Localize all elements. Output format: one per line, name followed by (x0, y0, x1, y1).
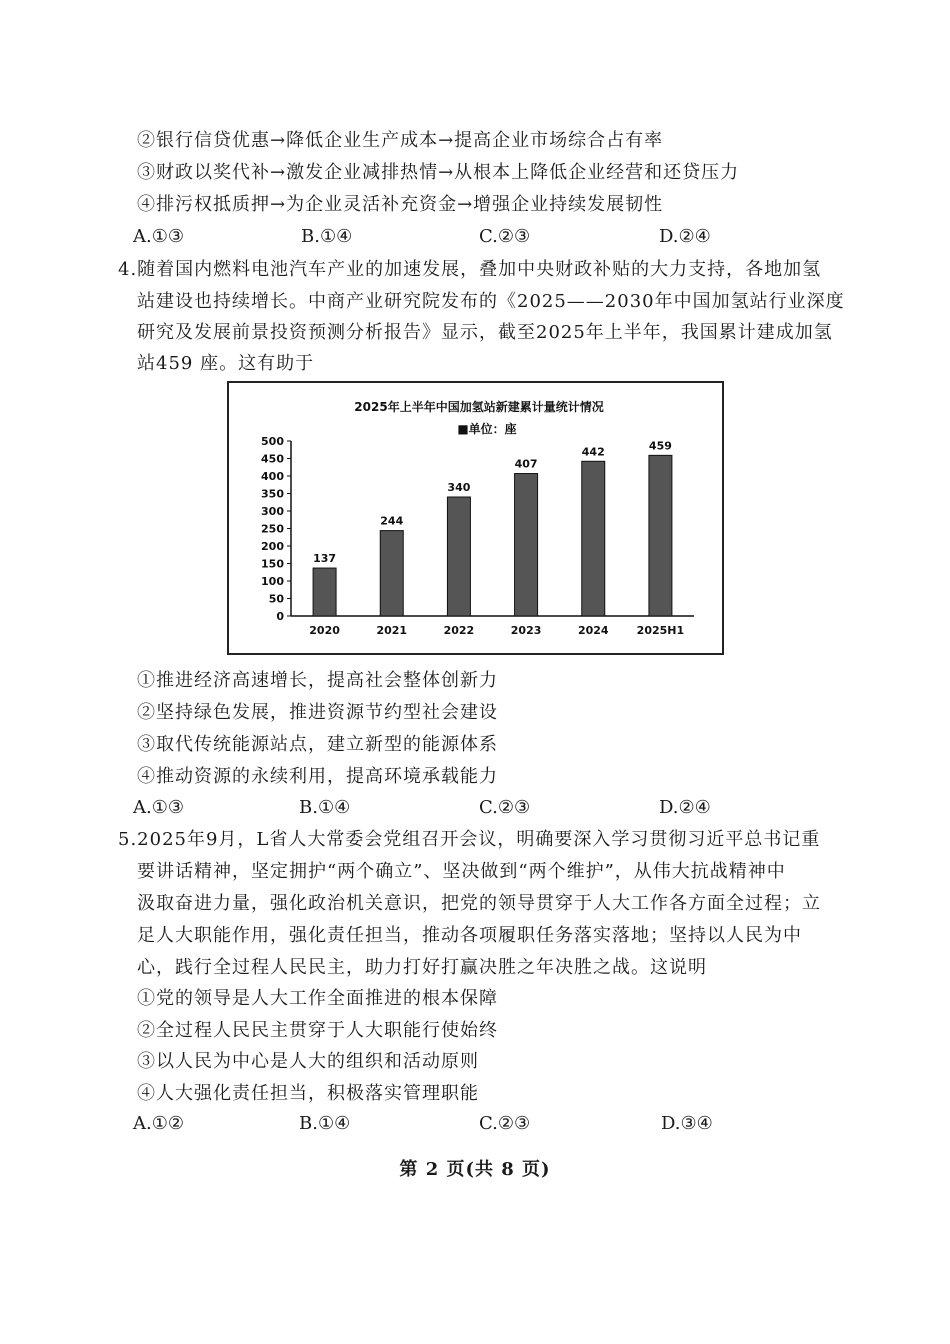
y-tick-label: 450 (261, 452, 284, 466)
q4-stem-line-4: 站459 座。这有助于 (137, 353, 315, 374)
q3-statement-2: ②银行信贷优惠→降低企业生产成本→提高企业市场综合占有率 (137, 130, 664, 151)
y-tick-label: 300 (261, 505, 284, 518)
q4-stem-line-1: 4.随着国内燃料电池汽车产业的加速发展，叠加中央财政补贴的大力支持，各地加氢 (118, 259, 822, 280)
bar-2022 (447, 497, 470, 616)
q4-option-d: D.②④ (659, 797, 711, 818)
q5-option-d: D.③④ (661, 1113, 713, 1134)
bar-2021 (380, 531, 403, 616)
q3-statement-4: ④排污权抵质押→为企业灵活补充资金→增强企业持续发展韧性 (137, 194, 664, 215)
page-footer: 第 2 页(共 8 页) (399, 1159, 551, 1180)
bar-value-label: 459 (648, 439, 672, 453)
q4-statement-3: ③取代传统能源站点，建立新型的能源体系 (137, 734, 498, 755)
y-tick-label: 0 (276, 610, 284, 623)
q4-options (133, 796, 833, 820)
bar-2023 (515, 474, 538, 616)
q5-option-a: A.①② (133, 1113, 184, 1134)
q3-option-a: A.①③ (133, 226, 184, 247)
x-tick-label: 2021 (376, 624, 408, 637)
q5-statement-3: ③以人民为中心是人大的组织和活动原则 (137, 1051, 479, 1072)
q5-option-b: B.①④ (299, 1113, 351, 1134)
bar-2020 (313, 568, 336, 616)
y-tick-label: 250 (261, 522, 284, 536)
y-tick-label: 500 (261, 435, 284, 448)
q4-statement-4: ④推动资源的永续利用，提高环境承载能力 (137, 766, 498, 787)
chart-legend: ■单位：座 (457, 422, 517, 436)
x-tick-label: 2025H1 (636, 624, 685, 637)
bar-value-label: 442 (581, 445, 605, 459)
q5-option-c: C.②③ (479, 1113, 531, 1134)
y-tick-label: 200 (261, 540, 284, 553)
chart-svg (229, 383, 722, 653)
q5-stem-line-3: 汲取奋进力量，强化政治机关意识，把党的领导贯穿于人大工作各方面全过程；立 (137, 893, 821, 914)
bar-2025H1 (649, 455, 672, 616)
q3-option-d: D.②④ (659, 226, 711, 247)
bar-2024 (582, 461, 605, 616)
y-tick-label: 50 (268, 592, 284, 606)
x-tick-label: 2024 (577, 624, 609, 637)
q3-statement-3: ③财政以奖代补→激发企业减排热情→从根本上降低企业经营和还贷压力 (137, 162, 740, 183)
q5-statement-4: ④人大强化责任担当，积极落实管理职能 (137, 1083, 479, 1104)
x-tick-label: 2022 (443, 624, 475, 637)
q4-statement-2: ②坚持绿色发展，推进资源节约型社会建设 (137, 702, 498, 723)
bar-value-label: 244 (380, 514, 404, 528)
y-tick-label: 150 (261, 557, 284, 571)
q4-option-c: C.②③ (479, 797, 531, 818)
q4-option-b: B.①④ (299, 797, 351, 818)
x-tick-label: 2023 (510, 624, 542, 637)
q5-stem-line-1: 5.2025年9月，L省人大常委会党组召开会议，明确要深入学习贯彻习近平总书记重 (118, 829, 821, 850)
q3-options (133, 225, 833, 249)
q5-options (133, 1112, 833, 1136)
q4-stem-line-2: 站建设也持续增长。中商产业研究院发布的《2025——2030年中国加氢站行业深度 (137, 291, 845, 312)
q5-statement-2: ②全过程人民民主贯穿于人大职能行使始终 (137, 1020, 498, 1041)
y-tick-label: 400 (261, 470, 284, 483)
bar-value-label: 340 (447, 481, 471, 494)
chart-title: 2025年上半年中国加氢站新建累计量统计情况 (354, 400, 604, 414)
hydrogen-station-chart (227, 381, 724, 655)
q5-stem-line-2: 要讲话精神，坚定拥护“两个确立”、坚决做到“两个维护”，从伟大抗战精神中 (137, 861, 786, 882)
x-tick-label: 2020 (309, 624, 340, 637)
q4-option-a: A.①③ (133, 797, 184, 818)
q5-stem-line-5: 心，践行全过程人民民主，助力打好打赢决胜之年决胜之战。这说明 (137, 957, 707, 978)
q3-option-c: C.②③ (479, 226, 531, 247)
q3-option-b: B.①④ (301, 226, 353, 247)
q5-stem-line-4: 足人大职能作用，强化责任担当，推动各项履职任务落实落地；坚持以人民为中 (137, 925, 802, 946)
bar-value-label: 137 (313, 552, 337, 566)
q5-statement-1: ①党的领导是人大工作全面推进的根本保障 (137, 988, 498, 1009)
q4-stem-line-3: 研究及发展前景投资预测分析报告》显示，截至2025年上半年，我国累计建成加氢 (137, 322, 833, 343)
bar-value-label: 407 (514, 457, 538, 471)
q4-statement-1: ①推进经济高速增长，提高社会整体创新力 (137, 670, 498, 691)
y-tick-label: 100 (261, 575, 284, 588)
y-tick-label: 350 (261, 487, 284, 501)
